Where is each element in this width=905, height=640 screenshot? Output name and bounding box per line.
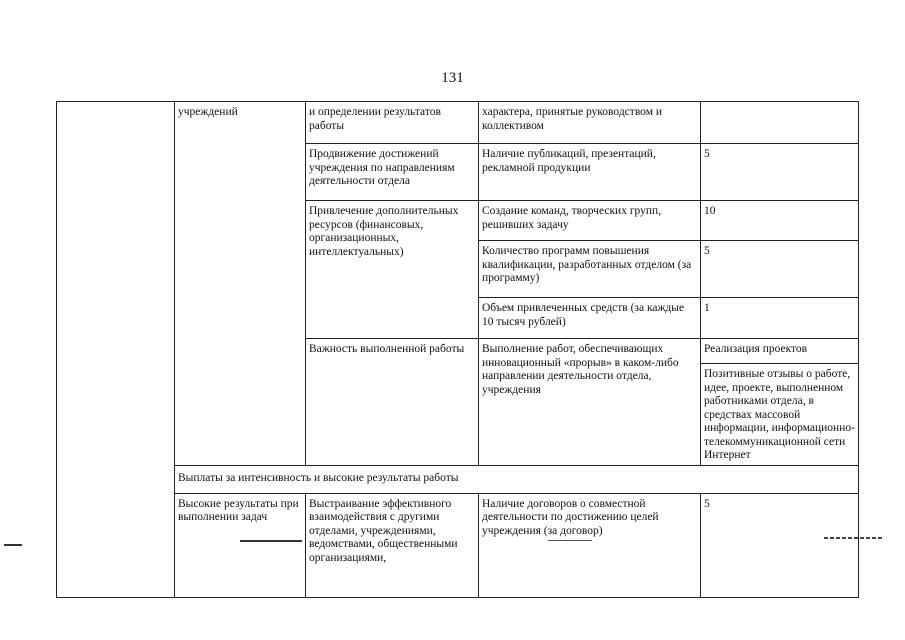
table-row (57, 102, 859, 144)
condition-cell: Позитивные отзывы о работе, идее, проекте, выполненном работниками отдела, в средствах массовой информации, информационно-телекоммуникационной сети Интернет (701, 364, 859, 466)
points-cell: 5 (701, 144, 859, 201)
points-cell (701, 102, 859, 144)
criterion-cell: Важность выполненной работы (306, 339, 479, 466)
points-cell: 5 (701, 493, 859, 597)
condition-cell: Количество программ повышения квалификации, разработанных отделом (за программу) (479, 241, 701, 298)
indicator-cell: Выполнение работ, обеспечивающих инновационный «прорыв» в каком-либо направлении деятельности отдела, учреждения (479, 339, 701, 466)
condition-cell: Наличие договоров о совместной деятельности по достижению целей учреждения (за договор) (479, 493, 701, 597)
criterion-cell: учреждений (175, 102, 306, 466)
indicator-cell: Продвижение достижений учреждения по направлениям деятельности отдела (306, 144, 479, 201)
indicator-cell: Привлечение дополнительных ресурсов (финансовых, организационных, интеллектуальных) (306, 201, 479, 339)
indicator-cell: и определении результатов работы (306, 102, 479, 144)
points-cell: 10 (701, 201, 859, 241)
indicator-cell: Выстраивание эффективного взаимодействия с другими отделами, учреждениями, ведомствами, общественными организациями, (306, 493, 479, 597)
left-blank-cell (57, 102, 175, 598)
points-cell: 1 (701, 298, 859, 339)
table-row (57, 465, 859, 493)
page-number: 131 (441, 70, 464, 86)
scan-mark-right (824, 537, 882, 539)
section-header-cell: Выплаты за интенсивность и высокие результаты работы (175, 465, 859, 493)
criterion-cell: Высокие результаты при выполнении задач (175, 493, 306, 597)
condition-cell: Создание команд, творческих групп, решивших задачу (479, 201, 701, 241)
scan-mark-strike (548, 540, 592, 541)
scan-mark-left (4, 544, 22, 546)
table-row (57, 493, 859, 597)
condition-cell: Объем привлеченных средств (за каждые 10 тысяч рублей) (479, 298, 701, 339)
condition-cell: Реализация проектов (701, 339, 859, 364)
condition-cell: характера, принятые руководством и коллективом (479, 102, 701, 144)
scan-mark-underline (240, 540, 302, 542)
criteria-table (56, 101, 859, 598)
points-cell: 5 (701, 241, 859, 298)
condition-cell: Наличие публикаций, презентаций, рекламной продукции (479, 144, 701, 201)
